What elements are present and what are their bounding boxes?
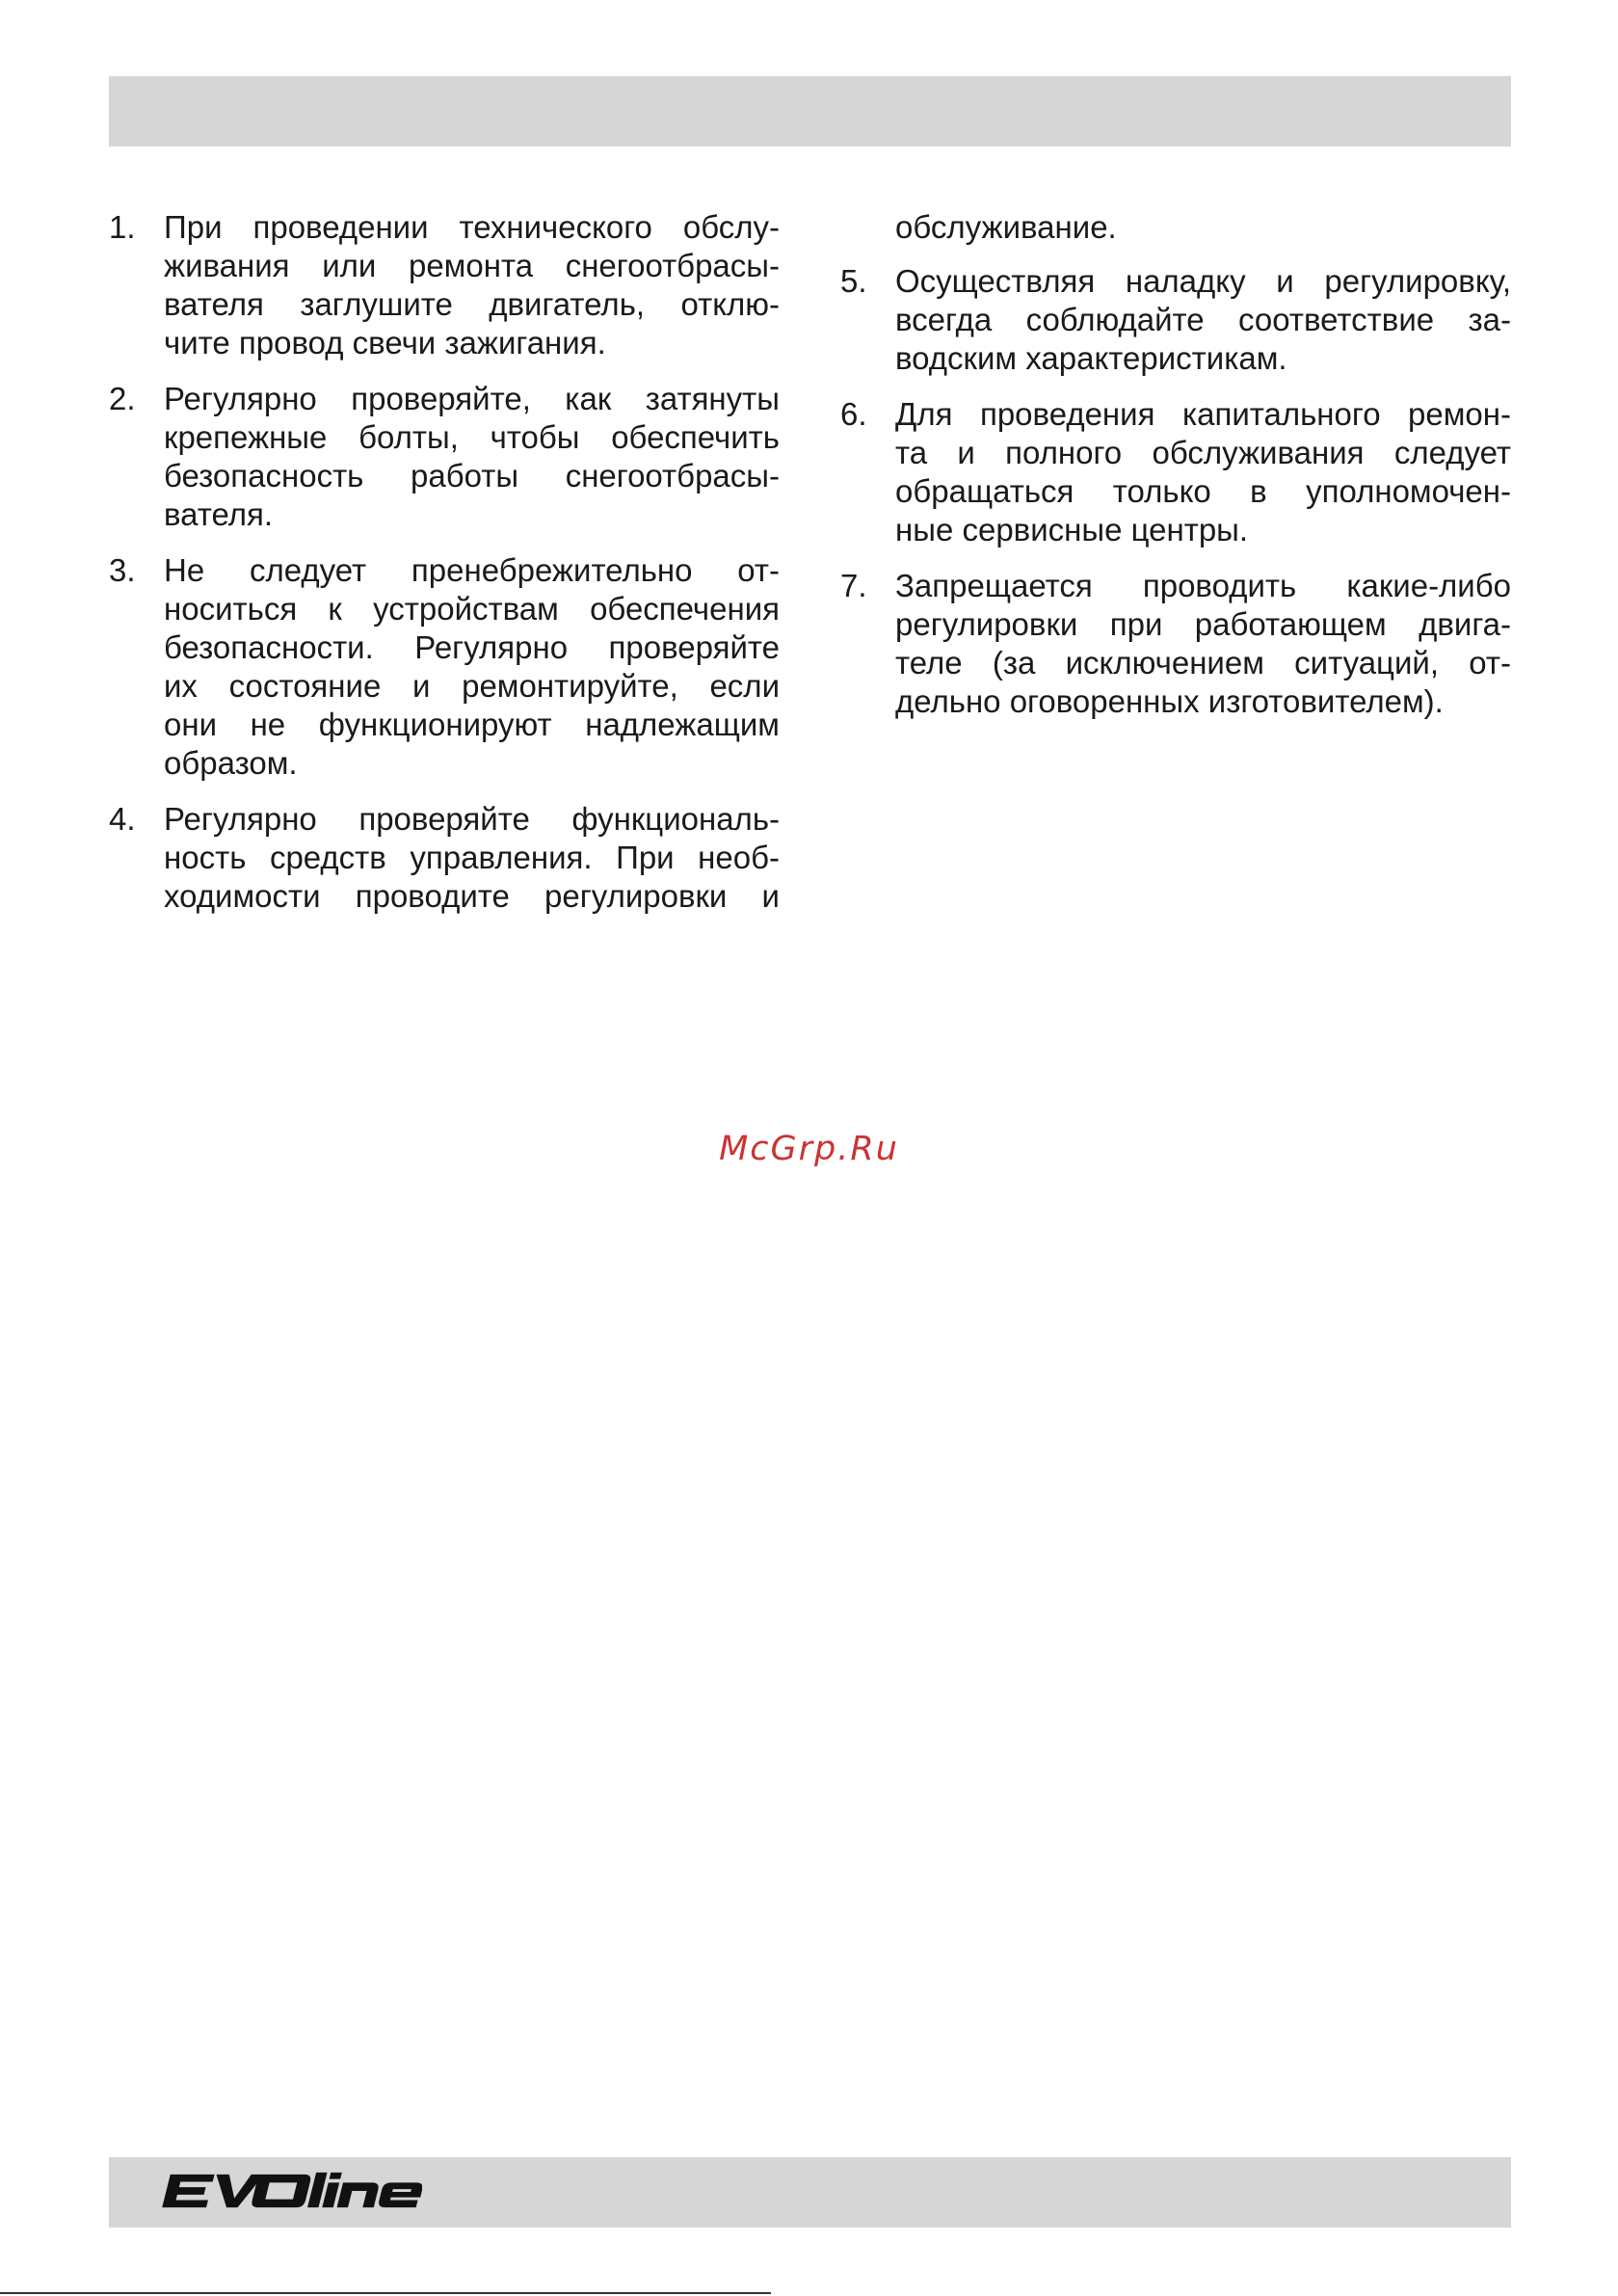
left-column [109, 208, 780, 933]
list-item-1 [109, 208, 780, 362]
list-item-4 [109, 800, 780, 916]
text-line: всегда соблюдайте соответствие за- [895, 302, 1511, 337]
text-line: ные сервисные центры. [895, 512, 1249, 547]
text-line: обслуживание. [895, 209, 1117, 245]
text-line: они не функционируют надлежащим [164, 707, 780, 742]
text-line: безопасности. Регулярно проверяйте [164, 629, 780, 665]
item-number: 5. [840, 263, 867, 299]
text-line: безопасность работы снегоотбрасы- [164, 458, 780, 494]
list-item-7 [840, 567, 1511, 721]
text-line: обращаться только в уполномочен- [895, 473, 1511, 509]
text-line: живания или ремонта снегоотбрасы- [164, 248, 780, 283]
item-number: 1. [109, 209, 136, 245]
text-line: При проведении технического обслу- [164, 209, 780, 245]
item-number: 4. [109, 801, 136, 837]
text-line: их состояние и ремонтируйте, если [164, 668, 780, 704]
item-number: 2. [109, 381, 136, 416]
item-number: 7. [840, 568, 867, 603]
text-line: Запрещается проводить какие-либо [895, 568, 1511, 603]
text-line: чите провод свечи зажигания. [164, 325, 606, 360]
text-line: вателя. [164, 496, 274, 532]
item-number: 3. [109, 552, 136, 588]
right-column [840, 208, 1511, 738]
list-item-2 [109, 380, 780, 534]
text-line: Не следует пренебрежительно от- [164, 552, 780, 588]
text-line: крепежные болты, чтобы обеспечить [164, 419, 780, 455]
list-item-5 [840, 262, 1511, 378]
continuation-text [840, 208, 1511, 247]
text-line: регулировки при работающем двига- [895, 606, 1511, 642]
evoline-logo [152, 2171, 422, 2211]
text-line: теле (за исключением ситуаций, от- [895, 645, 1511, 681]
watermark: McGrp.Ru [719, 1130, 899, 1168]
header-bar [109, 76, 1511, 147]
item-number: 6. [840, 396, 867, 432]
text-line: вателя заглушите двигатель, отклю- [164, 286, 780, 322]
text-line: ность средств управления. При необ- [164, 840, 780, 875]
text-line: носиться к устройствам обеспечения [164, 591, 780, 627]
text-line: ходимости проводите регулировки и [164, 878, 780, 914]
text-line: Регулярно проверяйте функциональ- [164, 801, 780, 837]
footer-rule [0, 2292, 771, 2294]
list-item-6 [840, 395, 1511, 549]
list-item-3 [109, 551, 780, 783]
text-line: водским характеристикам. [895, 340, 1287, 376]
text-line: Для проведения капитального ремон- [895, 396, 1511, 432]
text-line: образом. [164, 745, 298, 781]
text-line: та и полного обслуживания следует [895, 435, 1511, 470]
text-line: Осуществляя наладку и регулировку, [895, 263, 1511, 299]
text-line: Регулярно проверяйте, как затянуты [164, 381, 780, 416]
text-line: дельно оговоренных изготовителем). [895, 683, 1444, 719]
